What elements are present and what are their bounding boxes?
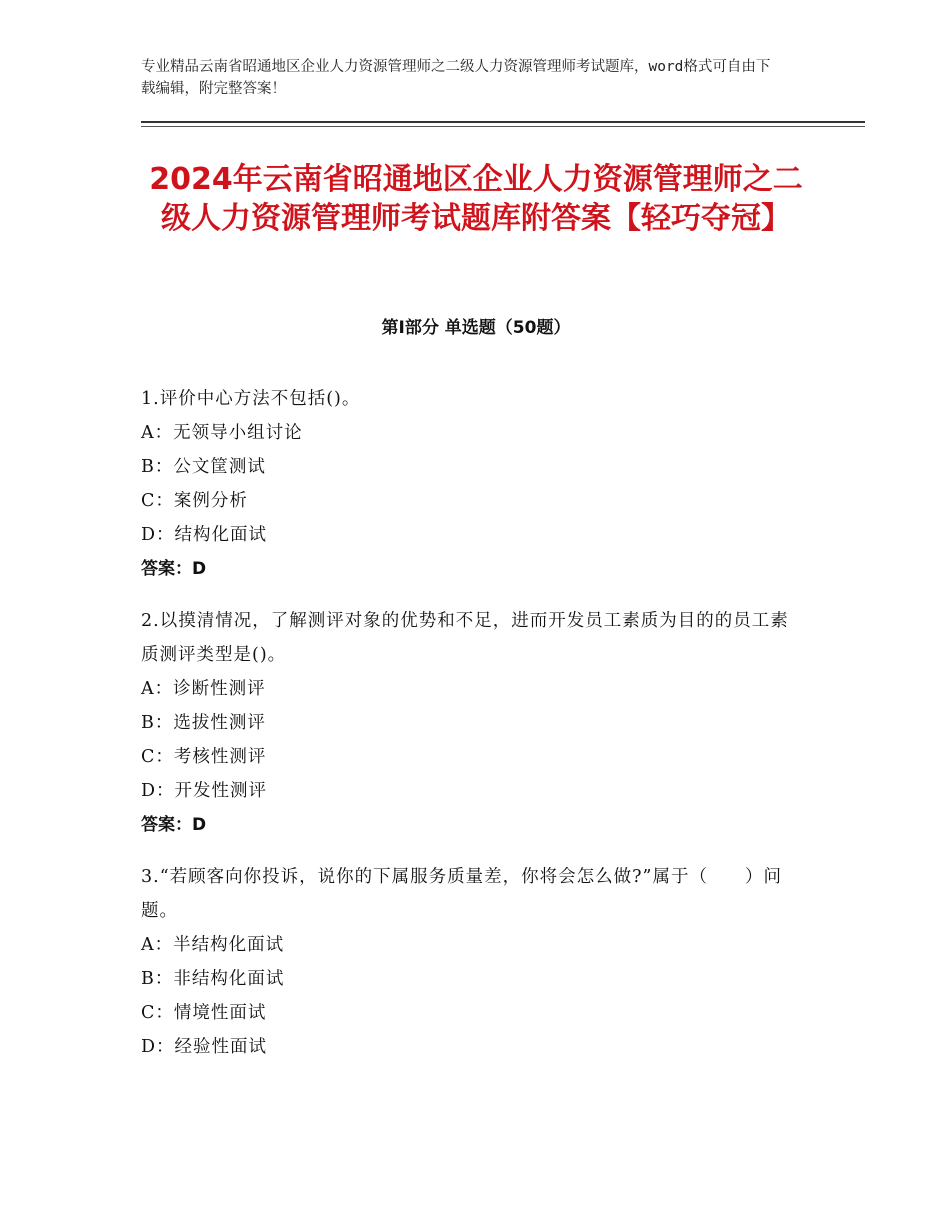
option-d: D：经验性面试 bbox=[141, 1037, 268, 1057]
question-2 bbox=[141, 604, 806, 842]
option-b: B：公文筐测试 bbox=[141, 457, 266, 477]
question-stem: 1.评价中心方法不包括()。 bbox=[141, 389, 361, 409]
option-b: B：非结构化面试 bbox=[141, 969, 285, 989]
option-c: C：考核性测评 bbox=[141, 747, 267, 767]
answer-line: 答案：D bbox=[141, 559, 207, 579]
question-list bbox=[141, 382, 806, 1082]
option-b: B：选拔性测评 bbox=[141, 713, 266, 733]
document-title: 2024年云南省昭通地区企业人力资源管理师之二级人力资源管理师考试题库附答案【轻巧夺冠】 bbox=[149, 162, 803, 236]
header-note: 专业精品云南省昭通地区企业人力资源管理师之二级人力资源管理师考试题库，word格式可自由下载编辑，附完整答案！ bbox=[141, 59, 771, 97]
option-a: A：无领导小组讨论 bbox=[141, 423, 303, 443]
header-rule-thick bbox=[141, 121, 865, 123]
question-stem: 3.“若顾客向你投诉，说你的下属服务质量差，你将会怎么做?”属于（ ）问题。 bbox=[141, 867, 782, 921]
option-a: A：诊断性测评 bbox=[141, 679, 266, 699]
option-d: D：开发性测评 bbox=[141, 781, 268, 801]
answer-line: 答案：D bbox=[141, 815, 207, 835]
option-a: A：半结构化面试 bbox=[141, 935, 285, 955]
question-stem: 2.以摸清情况，了解测评对象的优势和不足，进而开发员工素质为目的的员工素质测评类型是()。 bbox=[141, 611, 789, 665]
option-d: D：结构化面试 bbox=[141, 525, 268, 545]
question-1 bbox=[141, 382, 806, 586]
option-c: C：案例分析 bbox=[141, 491, 248, 511]
section-heading: 第Ⅰ部分 单选题（50题） bbox=[381, 318, 571, 338]
header-rule-thin bbox=[141, 126, 865, 127]
option-c: C：情境性面试 bbox=[141, 1003, 267, 1023]
question-3 bbox=[141, 860, 806, 1064]
